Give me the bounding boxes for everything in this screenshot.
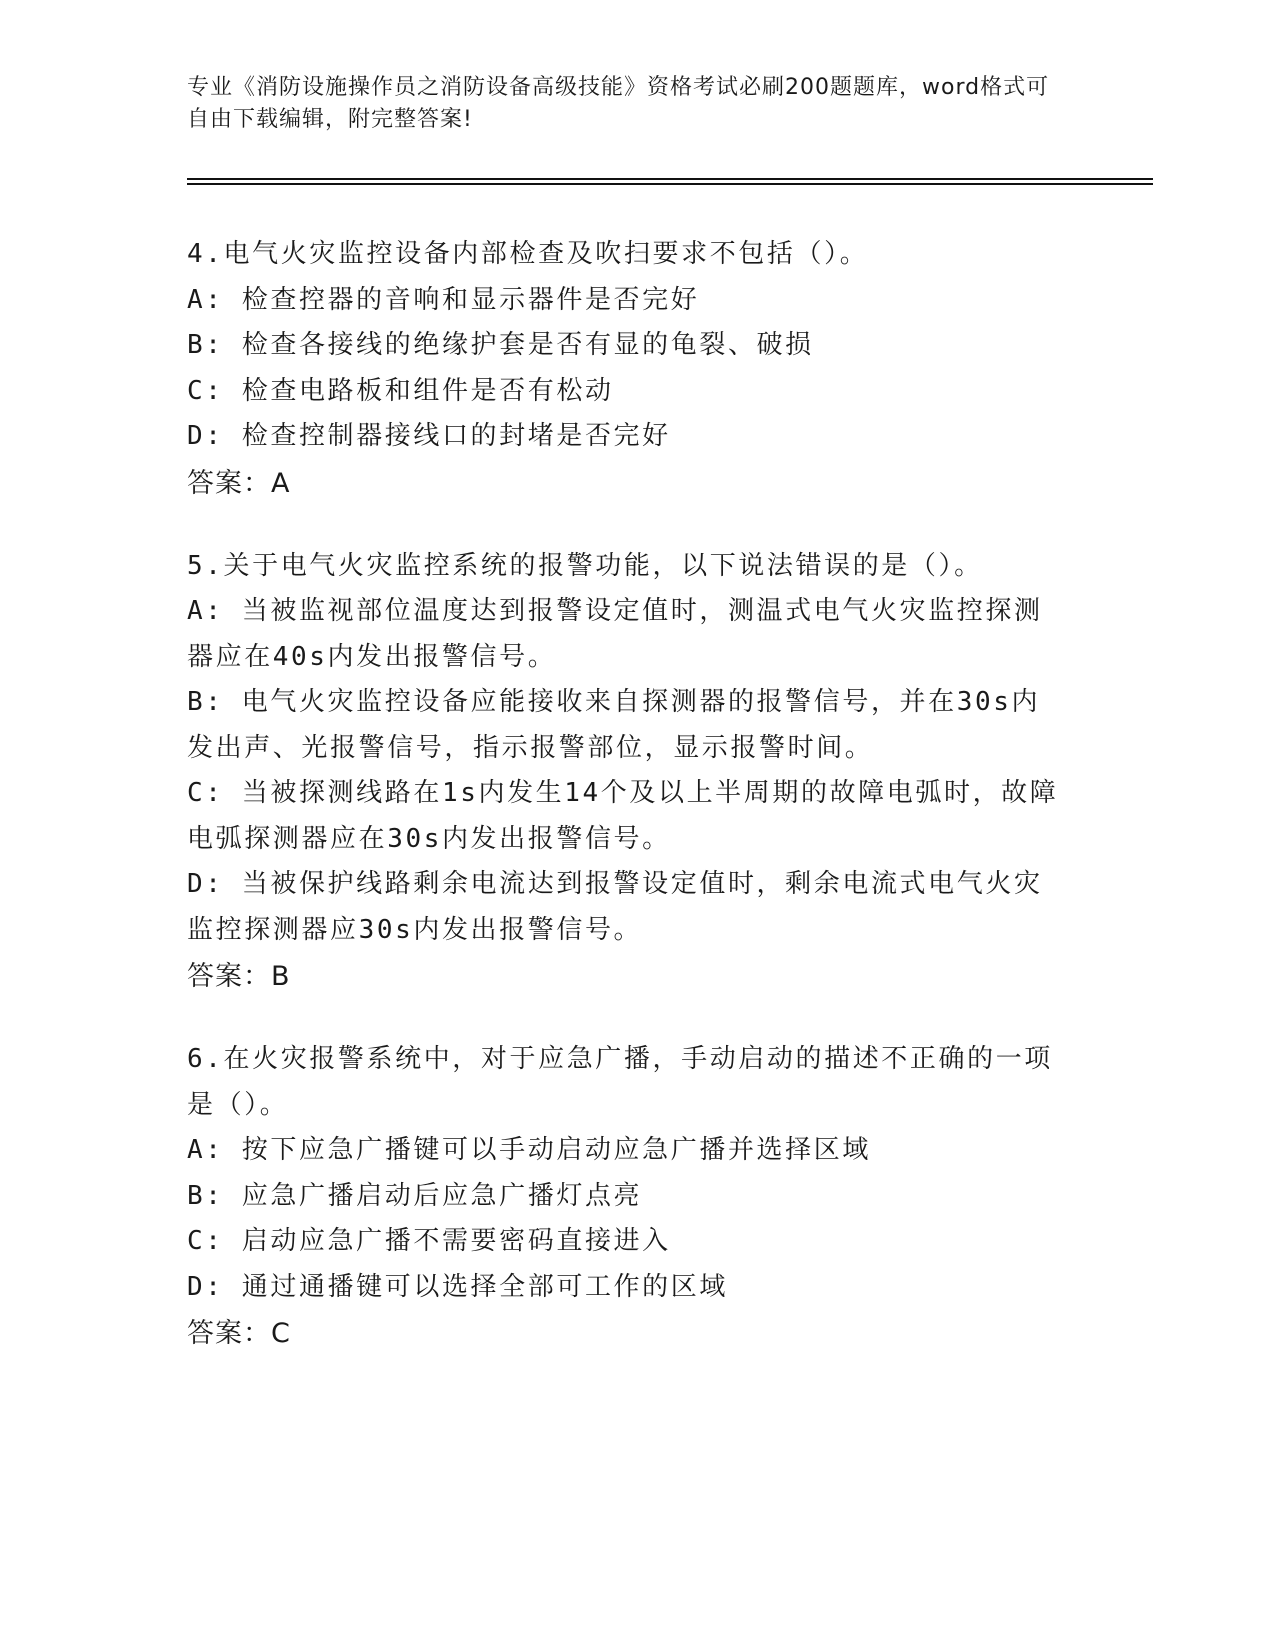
option-d: D: 通过通播键可以选择全部可工作的区域	[187, 1271, 728, 1302]
option-c: C: 检查电路板和组件是否有松动	[187, 375, 614, 406]
option-d: D: 检查控制器接线口的封堵是否完好	[187, 421, 671, 451]
option-b: B: 电气火灾监控设备应能接收来自探测器的报警信号，并在30s内发出声、光报警信号，指示报警部位，显示报警时间。	[187, 687, 1041, 763]
question-list	[187, 232, 1067, 1394]
question-stem: 6.在火灾报警系统中，对于应急广播，手动启动的描述不正确的一项是（）。	[187, 1044, 1053, 1120]
header-rule-bottom	[187, 183, 1153, 185]
question-stem: 5.关于电气火灾监控系统的报警功能，以下说法错误的是（）。	[187, 550, 983, 581]
answer-label: 答案：B	[187, 961, 291, 992]
answer-label: 答案：C	[187, 1318, 291, 1349]
option-b: B: 检查各接线的绝缘护套是否有显的龟裂、破损	[187, 330, 814, 360]
question-4	[187, 232, 1067, 508]
option-b: B: 应急广播启动后应急广播灯点亮	[187, 1180, 643, 1211]
question-5	[187, 544, 1067, 1002]
option-a: A: 按下应急广播键可以手动启动应急广播并选择区域	[187, 1135, 871, 1165]
option-a: A: 当被监视部位温度达到报警设定值时，测温式电气火灾监控探测器应在40s内发出报警信号。	[187, 596, 1043, 672]
option-a: A: 检查控器的音响和显示器件是否完好	[187, 284, 700, 315]
option-c: C: 当被探测线路在1s内发生14个及以上半周期的故障电弧时，故障电弧探测器应在30s内发出报警信号。	[187, 778, 1059, 854]
option-c: C: 启动应急广播不需要密码直接进入	[187, 1226, 671, 1256]
answer-label: 答案：A	[187, 467, 291, 499]
question-6	[187, 1037, 1067, 1358]
question-stem: 4.电气火灾监控设备内部检查及吹扫要求不包括（）。	[187, 239, 869, 269]
page-header: 专业《消防设施操作员之消防设备高级技能》资格考试必刷200题题库，word格式可自由下载编辑，附完整答案!	[187, 75, 1050, 132]
header-rule-top	[187, 178, 1153, 180]
option-d: D: 当被保护线路剩余电流达到报警设定值时，剩余电流式电气火灾监控探测器应30s内发出报警信号。	[187, 869, 1043, 945]
